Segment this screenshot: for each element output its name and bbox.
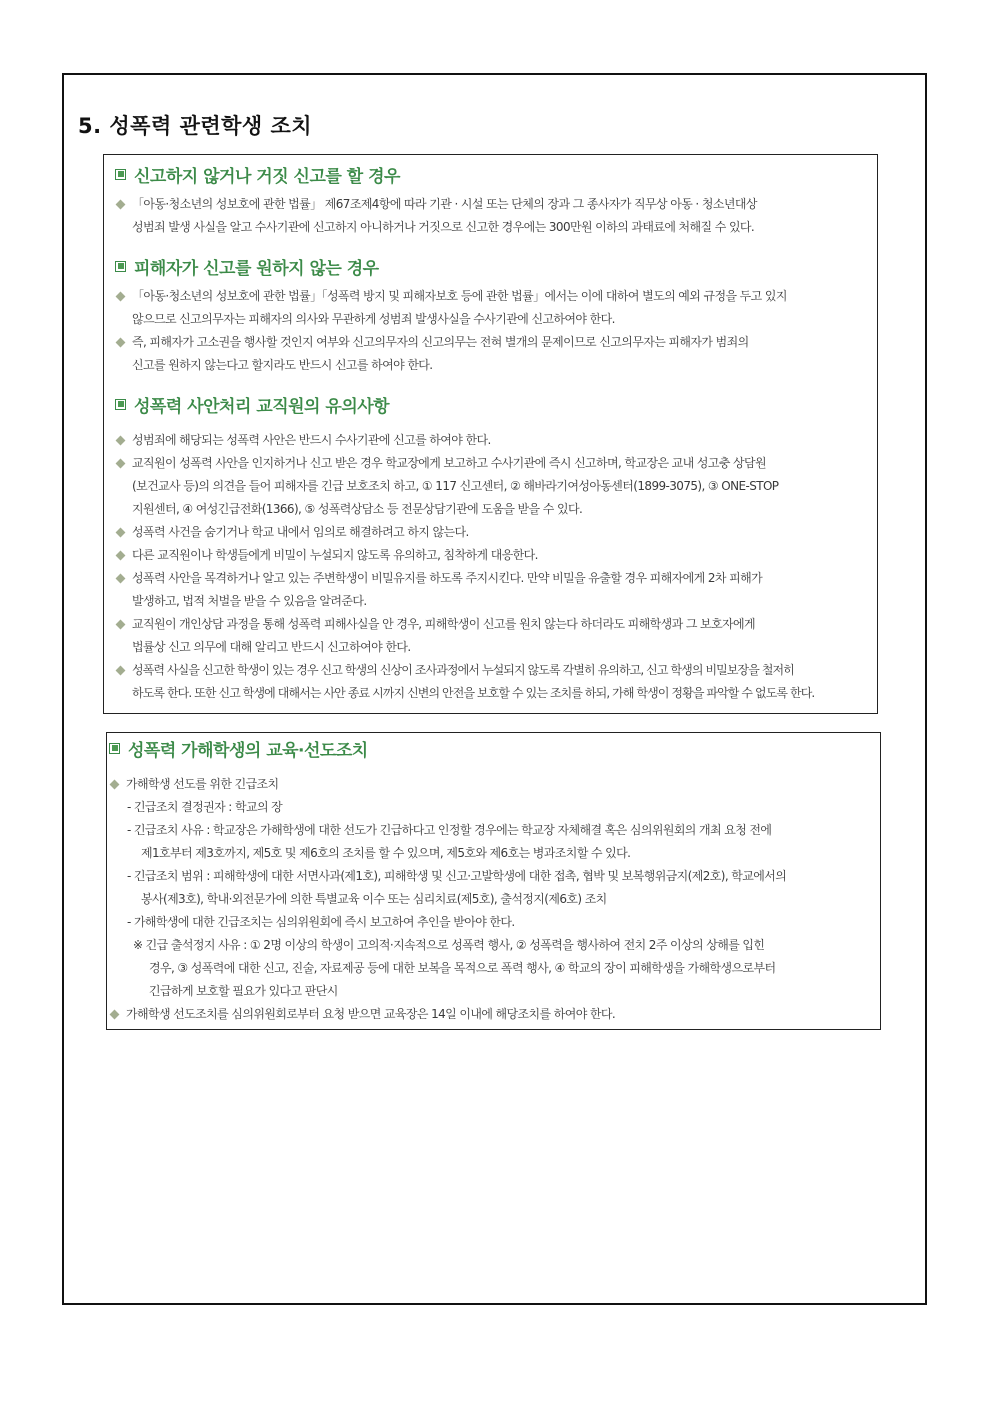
note-item: ※ 긴급 출석정지 사유 : ① 2명 이상의 학생이 고의적·지속적으로 성폭력 행사, ② 성폭력을 행사하여 전치 2주 이상의 상해를 입힌 [133,938,765,952]
bullet-text: 「아동·청소년의 성보호에 관한 법률」「성폭력 방지 및 피해자보호 등에 관한 법률」에서는 이에 대하여 별도의 예외 규정을 두고 있지 [132,289,787,303]
diamond-bullet-icon [116,459,126,469]
section-heading-victim-declines [115,253,867,279]
bullet-item [115,285,867,331]
bullet-text: 지원센터, ④ 여성긴급전화(1366), ⑤ 성폭력상담소 등 전문상담기관에 도움을 받을 수 있다. [132,502,583,516]
sub-item-continued: 봉사(제3호), 학내·외전문가에 의한 특별교육 이수 또는 심리치료(제5호), 출석정지(제6호) 조치 [141,892,607,906]
sub-item: - 긴급조치 범위 : 피해학생에 대한 서면사과(제1호), 피해학생 및 신고·고발학생에 대한 접촉, 협박 및 보복행위금지(제2호), 학교에서의 [127,869,787,883]
sub-item: - 긴급조치 사유 : 학교장은 가해학생에 대한 선도가 긴급하다고 인정할 경우에는 학교장 자체해결 혹은 심의위원회의 개최 요청 전에 [127,823,772,837]
bullet-item [115,429,867,452]
section-heading-text: 성폭력 가해학생의 교육·선도조치 [128,740,368,761]
bullet-text: 하도록 한다. 또한 신고 학생에 대해서는 사안 종료 시까지 신변의 안전을 보호할 수 있는 조치를 하되, 가해 학생이 정황을 파악할 수 없도록 한다. [132,686,815,700]
diamond-bullet-icon [116,574,126,584]
bullet-text: 교직원이 성폭력 사안을 인지하거나 신고 받은 경우 학교장에게 보고하고 수사기관에 즉시 신고하며, 학교장은 교내 성고충 상담원 [132,456,767,470]
section-heading-text: 피해자가 신고를 원하지 않는 경우 [134,258,379,279]
section-heading-text: 성폭력 사안처리 교직원의 유의사항 [134,396,390,417]
bullet-text: 교직원이 개인상담 과정을 통해 성폭력 피해사실을 안 경우, 피해학생이 신고를 원치 않는다 하더라도 피해학생과 그 보호자에게 [132,617,756,631]
square-bullet-icon [115,399,126,410]
diamond-bullet-icon [110,1010,120,1020]
section-heading-staff-notes [115,391,867,417]
bullet-text: 가해학생 선도를 위한 긴급조치 [126,777,279,791]
bullet-text: 않으므로 신고의무자는 피해자의 의사와 무관하게 성범죄 발생사실을 수사기관에 신고하여야 한다. [132,312,615,326]
section-heading-offender-education [109,735,874,761]
bullet-text: 발생하고, 법적 처벌을 받을 수 있음을 알려준다. [132,594,367,608]
bullet-text: 성폭력 사안을 목격하거나 알고 있는 주변학생이 비밀유지를 하도록 주지시킨다. 만약 비밀을 유출할 경우 피해자에게 2차 피해가 [132,571,763,585]
diamond-bullet-icon [116,620,126,630]
offender-measures-box [106,732,881,1030]
bullet-item [115,567,867,613]
note-item-continued: 경우, ③ 성폭력에 대한 신고, 진술, 자료제공 등에 대한 보복을 목적으로 폭력 행사, ④ 학교의 장이 피해학생을 가해학생으로부터 [149,961,776,975]
bullet-item [115,331,867,377]
diamond-bullet-icon [116,200,126,210]
bullet-text: 법률상 신고 의무에 대해 알리고 반드시 신고하여야 한다. [132,640,411,654]
diamond-bullet-icon [116,551,126,561]
diamond-bullet-icon [116,666,126,676]
sub-item-continued: 제1호부터 제3호까지, 제5호 및 제6호의 조치를 할 수 있으며, 제5호와 제6호는 병과조치할 수 있다. [141,846,631,860]
bullet-text: 신고를 원하지 않는다고 할지라도 반드시 신고를 하여야 한다. [132,358,433,372]
bullet-item [109,773,874,796]
diamond-bullet-icon [116,338,126,348]
bullet-text: 다른 교직원이나 학생들에게 비밀이 누설되지 않도록 유의하고, 침착하게 대응한다. [132,548,538,562]
bullet-text: 성범죄에 해당되는 성폭력 사안은 반드시 수사기관에 신고를 하여야 한다. [132,433,491,447]
bullet-text: 성폭력 사건을 숨기거나 학교 내에서 임의로 해결하려고 하지 않는다. [132,525,469,539]
section-heading-false-report [115,161,867,187]
bullet-text: 가해학생 선도조치를 심의위원회로부터 요청 받으면 교육장은 14일 이내에 해당조치를 하여야 한다. [126,1007,616,1021]
bullet-item [115,193,867,239]
bullet-item [115,521,867,544]
bullet-text: 「아동·청소년의 성보호에 관한 법률」 제67조제4항에 따라 기관 · 시설 또는 단체의 장과 그 종사자가 직무상 아동 · 청소년대상 [132,197,757,211]
bullet-item [115,659,867,705]
diamond-bullet-icon [116,436,126,446]
bullet-text: 성폭력 사실을 신고한 학생이 있는 경우 신고 학생의 신상이 조사과정에서 누설되지 않도록 각별히 유의하고, 신고 학생의 비밀보장을 철저히 [132,663,794,677]
square-bullet-icon [115,169,126,180]
bullet-item [115,613,867,659]
section-heading-text: 신고하지 않거나 거짓 신고를 할 경우 [134,166,400,187]
bullet-item [109,1003,874,1026]
diamond-bullet-icon [110,780,120,790]
square-bullet-icon [109,743,120,754]
bullet-text: 성범죄 발생 사실을 알고 수사기관에 신고하지 아니하거나 거짓으로 신고한 경우에는 300만원 이하의 과태료에 처해질 수 있다. [132,220,755,234]
diamond-bullet-icon [116,528,126,538]
sub-item: - 긴급조치 결정권자 : 학교의 장 [127,800,283,814]
guidance-box [103,154,878,714]
note-item-continued: 긴급하게 보호할 필요가 있다고 판단시 [149,984,338,998]
bullet-item [115,452,867,521]
bullet-text: 즉, 피해자가 고소권을 행사할 것인지 여부와 신고의무자의 신고의무는 전혀 별개의 문제이므로 신고의무자는 피해자가 범죄의 [132,335,749,349]
bullet-text: (보건교사 등)의 의견을 들어 피해자를 긴급 보호조치 하고, ① 117 신고센터, ② 해바라기여성아동센터(1899-3075), ③ ONE-STOP [132,479,779,493]
square-bullet-icon [115,261,126,272]
diamond-bullet-icon [116,292,126,302]
sub-item: - 가해학생에 대한 긴급조치는 심의위원회에 즉시 보고하여 추인을 받아야 한다. [127,915,515,929]
bullet-item [115,544,867,567]
page-title: 5. 성폭력 관련학생 조치 [78,114,313,138]
